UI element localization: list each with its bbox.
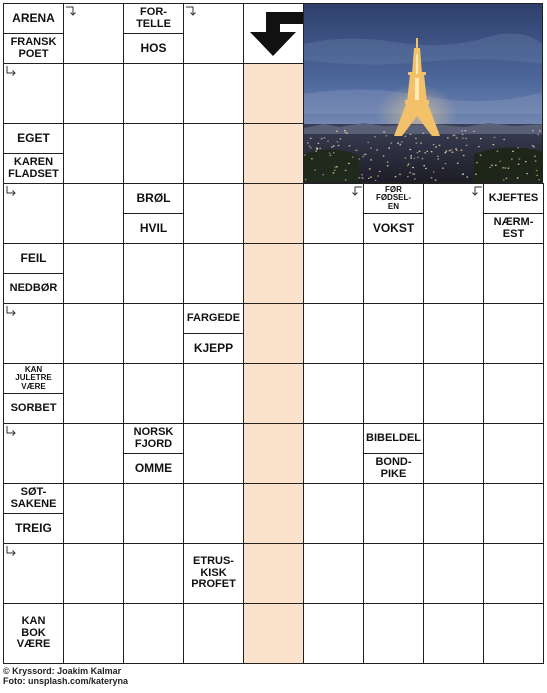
clue-naermest: NÆRM- EST xyxy=(483,213,544,244)
clue-kan-bok-vaere: KAN BOK VÆRE xyxy=(3,603,64,664)
clue-vokst: VOKST xyxy=(363,213,424,244)
answer-cell[interactable] xyxy=(63,183,124,244)
clue-bondpike: BOND- PIKE xyxy=(363,453,424,484)
clue-for-fodselen: FØR FØDSEL- EN xyxy=(363,183,424,214)
answer-cell[interactable] xyxy=(63,603,124,664)
clue-fortelle: FOR- TELLE xyxy=(123,3,184,34)
answer-cell[interactable] xyxy=(243,123,304,184)
answer-cell[interactable] xyxy=(363,483,424,544)
answer-cell[interactable] xyxy=(123,63,184,124)
clue-arena: ARENA xyxy=(3,3,64,34)
answer-cell[interactable] xyxy=(183,363,244,424)
answer-cell[interactable] xyxy=(183,123,244,184)
answer-cell[interactable] xyxy=(63,483,124,544)
clue-hos: HOS xyxy=(123,33,184,64)
clue-eget: EGET xyxy=(3,123,64,154)
clue-karen-fladset: KAREN FLADSET xyxy=(3,153,64,184)
answer-cell[interactable] xyxy=(243,543,304,604)
clue-sotsakene: SØT- SAKENE xyxy=(3,483,64,514)
answer-cell[interactable] xyxy=(243,363,304,424)
answer-cell[interactable] xyxy=(483,363,544,424)
clue-fargede: FARGEDE xyxy=(183,303,244,334)
photo-credit: Foto: unsplash.com/kateryna xyxy=(3,676,129,687)
answer-cell[interactable] xyxy=(303,303,364,364)
answer-cell[interactable] xyxy=(483,543,544,604)
arrow-down-right-icon xyxy=(5,305,17,317)
answer-cell[interactable] xyxy=(303,543,364,604)
bent-down-left-arrow-icon xyxy=(244,4,304,64)
answer-cell[interactable] xyxy=(183,603,244,664)
answer-cell[interactable] xyxy=(123,543,184,604)
clue-brol: BRØL xyxy=(123,183,184,214)
answer-cell[interactable] xyxy=(303,363,364,424)
answer-cell[interactable] xyxy=(423,483,484,544)
answer-cell[interactable] xyxy=(423,423,484,484)
answer-cell[interactable] xyxy=(363,363,424,424)
answer-cell[interactable] xyxy=(183,63,244,124)
answer-cell[interactable] xyxy=(423,543,484,604)
answer-cell[interactable] xyxy=(123,123,184,184)
clue-etruskisk-profet: ETRUS- KISK PROFET xyxy=(183,543,244,604)
clue-hvil: HVIL xyxy=(123,213,184,244)
answer-cell[interactable] xyxy=(243,603,304,664)
clue-treig: TREIG xyxy=(3,513,64,544)
answer-cell[interactable] xyxy=(363,303,424,364)
arrow-left-down-icon xyxy=(471,185,483,197)
clue-kjepp: KJEPP xyxy=(183,333,244,364)
answer-cell[interactable] xyxy=(243,483,304,544)
clue-norsk-fjord: NORSK FJORD xyxy=(123,423,184,454)
arrow-left-down-icon xyxy=(351,185,363,197)
eiffel-tower-photo xyxy=(303,3,543,183)
answer-cell[interactable] xyxy=(363,243,424,304)
clue-kjeftes: KJEFTES xyxy=(483,183,544,214)
answer-cell[interactable] xyxy=(483,303,544,364)
answer-cell[interactable] xyxy=(363,543,424,604)
answer-cell[interactable] xyxy=(63,123,124,184)
answer-cell[interactable] xyxy=(423,603,484,664)
arrow-down-right-icon xyxy=(5,185,17,197)
answer-cell[interactable] xyxy=(63,543,124,604)
clue-fransk-poet: FRANSK POET xyxy=(3,33,64,64)
answer-cell[interactable] xyxy=(483,243,544,304)
clue-kan-juletre-vaere: KAN JULETRE VÆRE xyxy=(3,363,64,394)
answer-cell[interactable] xyxy=(183,423,244,484)
answer-cell[interactable] xyxy=(183,243,244,304)
answer-cell[interactable] xyxy=(63,243,124,304)
answer-cell[interactable] xyxy=(423,243,484,304)
arrow-down-right-icon xyxy=(5,545,17,557)
crossword-credit: © Kryssord: Joakim Kalmar xyxy=(3,666,122,676)
answer-cell[interactable] xyxy=(123,243,184,304)
credits xyxy=(3,666,128,687)
answer-cell[interactable] xyxy=(63,423,124,484)
answer-cell[interactable] xyxy=(63,303,124,364)
answer-cell[interactable] xyxy=(243,423,304,484)
crossword-grid xyxy=(3,3,543,663)
arrow-down-right-icon xyxy=(5,425,17,437)
answer-cell[interactable] xyxy=(423,303,484,364)
answer-cell[interactable] xyxy=(123,363,184,424)
answer-cell[interactable] xyxy=(483,483,544,544)
answer-cell[interactable] xyxy=(303,423,364,484)
answer-cell[interactable] xyxy=(183,483,244,544)
answer-cell[interactable] xyxy=(243,303,304,364)
arrow-down-right-icon xyxy=(5,65,17,77)
arrow-right-down-icon xyxy=(65,5,77,17)
answer-cell[interactable] xyxy=(123,603,184,664)
answer-cell[interactable] xyxy=(303,243,364,304)
answer-cell[interactable] xyxy=(483,603,544,664)
arrow-right-down-icon xyxy=(185,5,197,17)
clue-sorbet: SORBET xyxy=(3,393,64,424)
answer-cell[interactable] xyxy=(123,483,184,544)
answer-cell[interactable] xyxy=(123,303,184,364)
answer-cell[interactable] xyxy=(243,243,304,304)
answer-cell[interactable] xyxy=(483,423,544,484)
answer-cell[interactable] xyxy=(303,603,364,664)
clue-feil: FEIL xyxy=(3,243,64,274)
start-cell xyxy=(243,3,304,64)
answer-cell[interactable] xyxy=(303,483,364,544)
answer-cell[interactable] xyxy=(243,183,304,244)
answer-cell[interactable] xyxy=(183,183,244,244)
answer-cell[interactable] xyxy=(243,63,304,124)
clue-omme: OMME xyxy=(123,453,184,484)
clue-bibeldel: BIBELDEL xyxy=(363,423,424,454)
clue-nedbor: NEDBØR xyxy=(3,273,64,304)
answer-cell[interactable] xyxy=(423,363,484,424)
answer-cell[interactable] xyxy=(63,363,124,424)
answer-cell[interactable] xyxy=(63,63,124,124)
answer-cell[interactable] xyxy=(363,603,424,664)
